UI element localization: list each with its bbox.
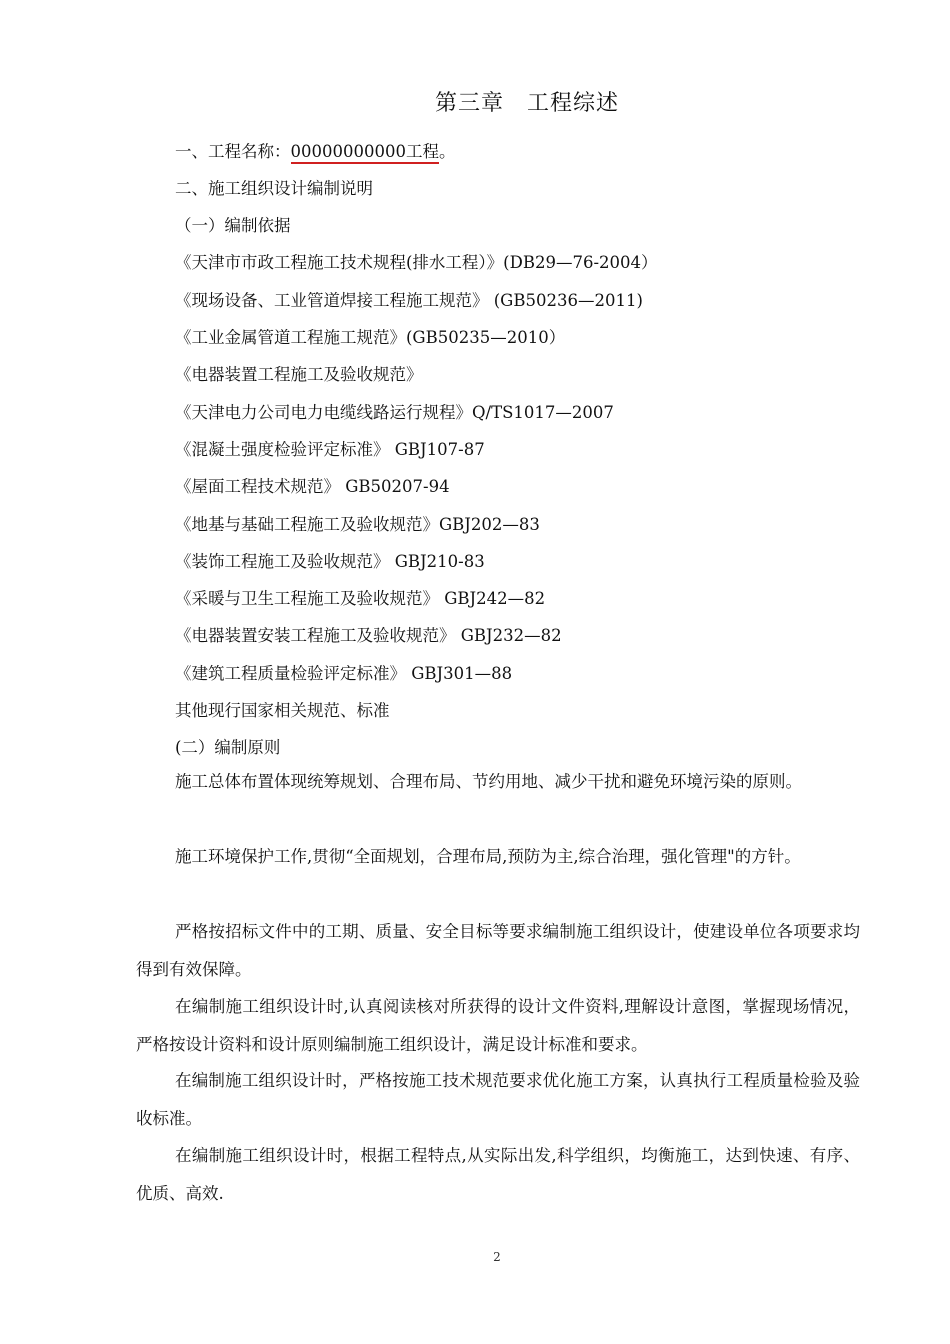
section-heading-2: 二、施工组织设计编制说明 — [175, 179, 373, 198]
project-name-line — [175, 138, 455, 162]
project-name-label: 一、工程名称： — [175, 142, 291, 161]
chapter-title: 第三章 工程综述 — [434, 91, 619, 116]
reference-item: 《建筑工程质量检验评定标准》 GBJ301—88 — [175, 664, 513, 683]
reference-item: 《屋面工程技术规范》 GB50207-94 — [175, 477, 450, 496]
project-name-value: 00000000000工程 — [291, 142, 439, 164]
reference-item: 《采暖与卫生工程施工及验收规范》 GBJ242—82 — [175, 589, 546, 608]
principle-paragraph: 施工总体布置体现统筹规划、合理布局、节约用地、减少干扰和避免环境污染的原则。 — [175, 772, 802, 791]
reference-item: 《现场设备、工业管道焊接工程施工规范》 (GB50236—2011) — [175, 291, 643, 310]
reference-item: 《混凝土强度检验评定标准》 GBJ107-87 — [175, 440, 485, 459]
reference-item: 《电器装置安装工程施工及验收规范》 GBJ232—82 — [175, 626, 562, 645]
reference-item: 《电器装置工程施工及验收规范》 — [175, 365, 423, 384]
reference-item: 《天津市市政工程施工技术规程(排水工程）》(DB29—76-2004） — [175, 253, 658, 272]
reference-item: 其他现行国家相关规范、标准 — [175, 701, 390, 720]
project-name-suffix: 。 — [438, 142, 456, 161]
reference-item: 《装饰工程施工及验收规范》 GBJ210-83 — [175, 552, 485, 571]
subsection-heading-principles: (二）编制原则 — [175, 738, 281, 757]
page-number: 2 — [493, 1250, 501, 1264]
subsection-heading-basis: （一）编制依据 — [175, 216, 291, 235]
principle-paragraph: 严格按招标文件中的工期、质量、安全目标等要求编制施工组织设计，使建设单位各项要求均得到有效保障。 — [136, 922, 860, 979]
principle-paragraph: 在编制施工组织设计时，根据工程特点,从实际出发,科学组织，均衡施工，达到快速、有序、优质、高效. — [136, 1146, 860, 1203]
principle-paragraph: 在编制施工组织设计时,认真阅读核对所获得的设计文件资料,理解设计意图，掌握现场情况，严格按设计资料和设计原则编制施工组织设计，满足设计标准和要求。 — [136, 997, 860, 1054]
principle-paragraph: 在编制施工组织设计时，严格按施工技术规范要求优化施工方案，认真执行工程质量检验及验收标准。 — [136, 1071, 860, 1128]
principle-paragraph: 施工环境保护工作,贯彻“全面规划，合理布局,预防为主,综合治理，强化管理"的方针。 — [175, 847, 801, 866]
reference-item: 《天津电力公司电力电缆线路运行规程》Q/TS1017—2007 — [175, 403, 614, 422]
reference-item: 《地基与基础工程施工及验收规范》GBJ202—83 — [175, 515, 540, 534]
reference-item: 《工业金属管道工程施工规范》(GB50235—2010） — [175, 328, 566, 347]
